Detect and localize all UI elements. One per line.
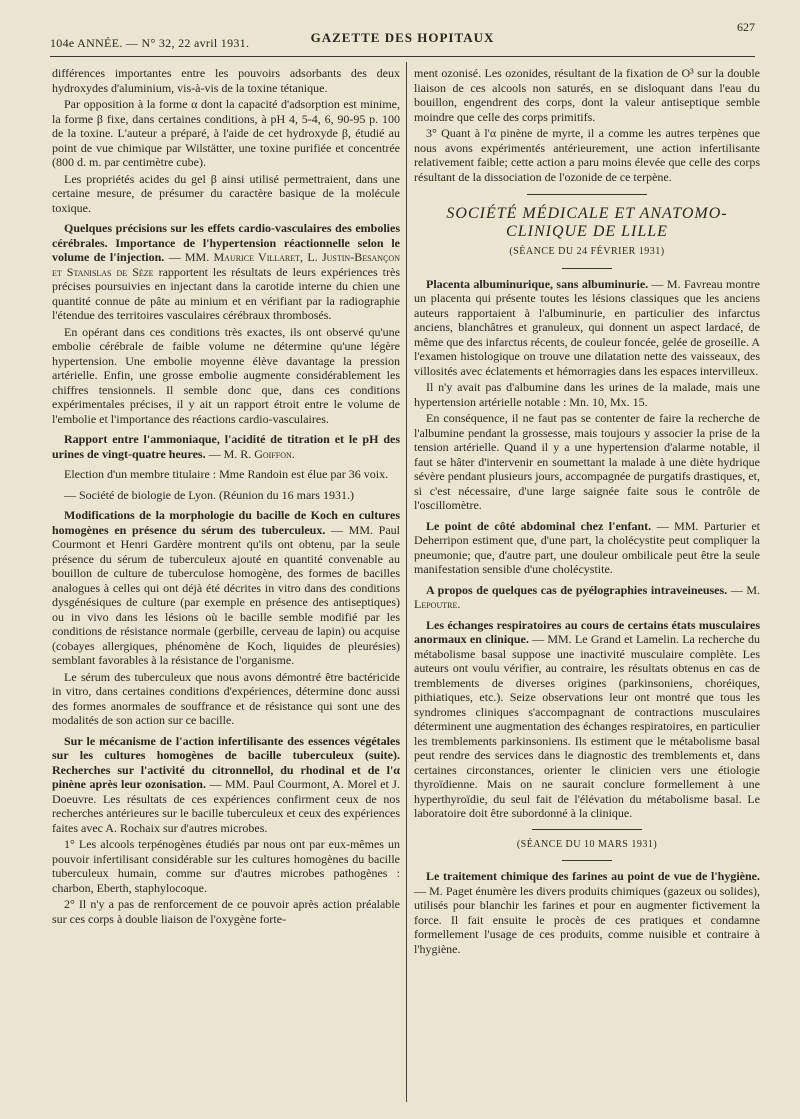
article-title: Rapport entre l'ammoniaque, l'acidité de titration et le pH des urines de vingt-quatre heures. xyxy=(52,432,400,461)
section-separator xyxy=(562,860,612,861)
lyon-society-heading: — Société de biologie de Lyon. (Réunion du 16 mars 1931.) xyxy=(64,487,354,502)
society-heading: SOCIÉTÉ MÉDICALE ET ANATOMO-CLINIQUE DE LILLE xyxy=(446,205,728,240)
page-number: 627 xyxy=(737,20,755,34)
article-title: Le point de côté abdominal chez l'enfant. xyxy=(426,518,652,533)
article-authors: — M. Lepoutre. xyxy=(414,582,760,611)
article-cote xyxy=(414,519,760,577)
election-notice: Election d'un membre titulaire : Mme Randoin est élue par 36 voix. xyxy=(64,467,389,481)
paragraph: ment ozonisé. Les ozonides, résultant de la fixation de O³ sur la double liaison de ces alcools non saturés, en se disloquant dans l'eau du bouillon, engendrent des corps, dont la valeur antiseptique semble moindre que celle des corps primitifs. xyxy=(414,66,760,124)
article-title: Modifications de la morphologie du bacille de Koch en cultures homogènes en présence du sérum des tuberculeux. xyxy=(52,508,400,537)
article-embolie xyxy=(52,221,400,323)
article-text: — MM. Paul Courmont, A. Morel et J. Doeuvre. Les résultats de ces expériences confirment ceux de nos recherches antérieures sur le bacille tuberculeux et ceux des expériences faites avec A. Rochaix sur d'autres microbes. xyxy=(52,777,400,835)
article-text: — MM. Le Grand et Lamelin. La recherche du métabolisme basal suppose une inactivité musculaire complète. Les auteurs ont voulu vérifier, au contraire, les résultats obtenus en cas de tremblements de diverses origines (parkinsoniens, choréiques, pithiatiques, etc.). Seize observations leur ont montré que tous les syndromes cliniques s'accompagnant de contractions musculaires déterminent une augmentation des échanges respiratoires, en particulier les tremblements parkinsoniens. Ils estiment que le métabolisme basal peut rendre des services dans le diagnostic des tremblements et, dans certaines circonstances, orienter le clinicien vers une étiologie thyroïdienne. Mais on ne saurait conclure formellement à une hyperthyroïdie, du seul fait de l'élévation du métabolisme basal. Le laboratoire doit être subordonné à la clinique. xyxy=(414,632,760,820)
column-divider xyxy=(406,62,407,1102)
paragraph: Le sérum des tuberculeux que nous avons démontré être bactéricide in vitro, dans certaines conditions d'expériences, détermine donc aussi des formes anormales de souffrance et de résistance qui sont une des modalités de son action sur ce bacille. xyxy=(52,669,400,727)
article-text: — MM. Paul Courmont et Henri Gardère montrent qu'ils ont obtenu, par la seule présence du sérum de tuberculeux ajouté en quantité convenable au bouillon de culture de tuberculose homogène, des formes de bacilles analogues à celles qui ont déjà été décrites in vitro dans des conditions dysgénésiques de culture (par exemple en présence des antiseptiques) ou in vivo dans les lésions où le bacille semble modifié par les conditions de résistance normale (gerbille, cerveau de lapin) ou acquise (cobayes allergiques, phénomène de Koch, liquides de pleurésies) semblant favorables à la résistance de l'organisme. xyxy=(52,522,400,667)
article-title: Le traitement chimique des farines au point de vue de l'hygiène. xyxy=(426,869,760,883)
page-header xyxy=(50,20,755,54)
paragraph: En opérant dans ces conditions très exactes, ils ont observé qu'une embolie cérébrale de faible volume ne détermine qu'une légère hypertension. Une embolie moyenne élève davantage la pression artérielle. Enfin, une grosse embolie augmente considérablement les chiffres tensionnels. Il semble donc que, dans ces conditions expérimentales précises, il y ait un rapport étroit entre le volume de l'embolie et l'importance des réactions cardio-vasculaires. xyxy=(52,324,400,426)
paragraph: Par opposition à la forme α dont la capacité d'adsorption est minime, la forme β fixe, dans certaines conditions, à pH 4, 5-4, 6, 90-95 p. 100 de la toxine. L'auteur a préparé, à l'aide de cet hydroxyde β, étudié au point de vue chimique par Wilstätter, une toxine purifiée et concentrée (800 d. m. par centimètre cube). xyxy=(52,97,400,169)
article-ammoniaque xyxy=(52,432,400,461)
right-column xyxy=(414,66,760,958)
article-text: rapportent les résultats de leurs expériences très précises poursuivies en injectant dans la carotide interne du chien une quantité connue de pâte au minium et en vérifiant par la radiographie l'étendue des territoires vasculaires cérébraux thrombosés. xyxy=(52,264,400,322)
issue-line: 104e ANNÉE. — N° 32, 22 avril 1931. xyxy=(50,36,250,50)
article-title: Placenta albuminurique, sans albuminurie. xyxy=(426,276,649,291)
left-column xyxy=(52,66,400,928)
article-text: — M. Favreau montre un placenta qui présente toutes les lésions classiques que les anciens auteurs rapportaient à l'albuminurie, en particulier des infarctus anciens, blanchâtres et granuleux, qui donnent un aspect lardacé, de même que des infarctus récents, de couleur foncée, gelée de groseille. A l'examen histologique on trouve une dilatation nette des vaisseaux, des villosités avec éclatements et hémorragies dans les espaces intervilleux. xyxy=(414,276,760,378)
article-authors: — MM. Maurice Villaret, L. Justin-Besançon et Stanislas de Sèze xyxy=(52,250,400,279)
paragraph: Les propriétés acides du gel β ainsi utilisé permettraient, dans une certaine mesure, de présumer du caractère basique de la molécule toxique. xyxy=(52,171,400,215)
article-echanges xyxy=(414,618,760,821)
article-essences xyxy=(52,734,400,836)
article-pyelo xyxy=(414,583,760,612)
article-text: — MM. Parturier et Deherripon estiment que, d'une part, la cholécystite peut compliquer la pneumonie; que, d'autre part, une douleur ombilicale peut être la seule manifestation sensible d'une cholécystite. xyxy=(414,518,760,576)
article-placenta xyxy=(414,277,760,379)
list-item: 1° Les alcools terpénogènes étudiés par nous ont par eux-mêmes un pouvoir infertilisant considérable sur les cultures homogènes du bacille tuberculeux humain, comme sur d'autres microbes pathogènes : charbon, Eberth, staphylocoque. xyxy=(52,837,400,895)
section-separator xyxy=(532,829,642,830)
journal-title: GAZETTE DES HOPITAUX xyxy=(310,30,495,45)
article-farines xyxy=(414,869,760,956)
header-rule xyxy=(50,56,755,57)
session-date: (SÉANCE DU 24 FÉVRIER 1931) xyxy=(509,246,665,257)
paragraph: Il n'y avait pas d'albumine dans les urines de la malade, mais une hypertension artérielle notable : Mn. 10, Mx. 15. xyxy=(414,380,760,409)
article-title: A propos de quelques cas de pyélographies intraveineuses. xyxy=(426,582,728,597)
session-date: (SÉANCE DU 10 MARS 1931) xyxy=(516,838,658,850)
section-separator xyxy=(527,194,647,195)
article-text: — M. Paget énumère les divers produits chimiques (gazeux ou solides), utilisés pour blanchir les farines et pour en augmenter fictivement la force. Il fait ensuite le procès de ces pratiques et condamne formellement l'usage de ces produits, comme nuisible et contraire à l'hygiène. xyxy=(414,883,760,956)
paragraph: En conséquence, il ne faut pas se contenter de faire la recherche de l'albumine pendant la grossesse, mais toujours y associer la prise de la tension artérielle. Quand il y a une hypertension d'alarme notable, il faut se hâter d'intervenir en soumettant la malade à une diète hydrique sévère pendant plusieurs jours, accompagnée de purgatifs drastiques, et, si c'est nécessaire, d'une large saignée faite sous le contrôle de l'oscillomètre. xyxy=(414,411,760,512)
list-item: 3° Quant à l'α pinène de myrte, il a comme les autres terpènes que nous avons expérimentés antérieurement, une action infertilisante relativement faible; cette action a paru moins élevée que celle des corps résultant de la dissociation de l'ozonide de ce terpène. xyxy=(414,126,760,184)
section-separator xyxy=(562,268,612,269)
article-authors: — M. R. Goiffon. xyxy=(205,446,295,461)
article-title: Quelques précisions sur les effets cardio-vasculaires des embolies cérébrales. Importance de l'hypertension réactionnelle selon le volume de l'injection. xyxy=(52,221,400,264)
list-item: 2° Il n'y a pas de renforcement de ce pouvoir après action préalable sur ces corps à double liaison de l'oxygène forte- xyxy=(52,897,400,926)
article-koch xyxy=(52,508,400,668)
article-title: Les échanges respiratoires au cours de certains états musculaires anormaux en clinique. xyxy=(414,617,760,646)
article-title: Sur le mécanisme de l'action infertilisante des essences végétales sur les cultures homogènes de bacille tuberculeux (suite). Recherches sur l'activité du citronnellol, du rhodinal et de l'α pinène après leur ozonisation. xyxy=(52,733,400,791)
paragraph: différences importantes entre les pouvoirs adsorbants des deux hydroxydes d'aluminium, vis-à-vis de la toxine tétanique. xyxy=(52,66,400,95)
